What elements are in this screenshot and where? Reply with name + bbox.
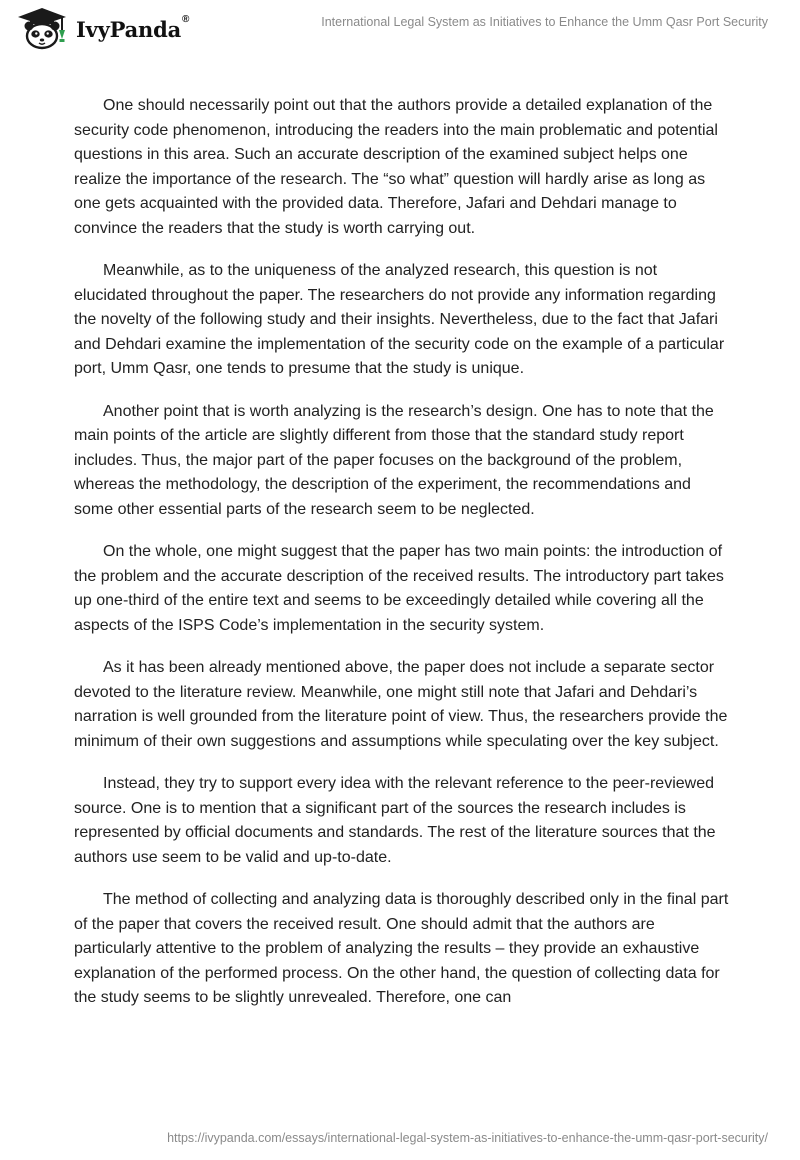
source-url[interactable]: https://ivypanda.com/essays/international-legal-system-as-initiatives-to-enhance-the-umm-qasr-port-security/ (167, 1131, 768, 1145)
paragraph: Another point that is worth analyzing is the research’s design. One has to note that the main points of the article are slightly different from those that the standard study report includes. Thus, the major part of the paper focuses on the background of the problem, whereas the methodology, the description of the experiment, the recommendations and some other essential parts of the research seem to be neglected. (74, 402, 714, 518)
brand-name: IvyPanda® (76, 13, 190, 42)
page-header (0, 0, 800, 60)
brand-logo[interactable] (14, 6, 189, 50)
registered-mark: ® (182, 13, 190, 25)
paragraph: The method of collecting and analyzing data is thoroughly described only in the final part of the paper that covers the received result. One should admit that the authors are particularly attentive to the problem of analyzing the results – they provide an exhaustive explanation of the performed process. On the other hand, the question of collecting data for the study seems to be slightly unrevealed. Therefore, one can (74, 891, 729, 1006)
panda-graduate-logo-icon (14, 6, 70, 50)
paragraph: One should necessarily point out that the authors provide a detailed explanation of the security code phenomenon, introducing the readers into the main problematic and potential questions in this area. Such an accurate description of the examined subject helps one realize the importance of the research. The “so what” question will hardly arise as long as one gets acquainted with the provided data. Therefore, Jafari and Dehdari manage to convince the readers that the study is worth carrying out. (74, 97, 718, 237)
paragraph: Meanwhile, as to the uniqueness of the analyzed research, this question is not elucidated throughout the paper. The researchers do not provide any information regarding the novelty of the following study and their insights. Nevertheless, due to the fact that Jafari and Dehdari examine the implementation of the security code on the example of a particular port, Umm Qasr, one tends to presume that the study is unique. (74, 262, 725, 377)
document-title: International Legal System as Initiatives to Enhance the Umm Qasr Port Security (321, 15, 768, 29)
paragraph: On the whole, one might suggest that the paper has two main points: the introduction of the problem and the accurate description of the received results. The introductory part takes up one-third of the entire text and seems to be exceedingly detailed while covering all the aspects of the ISPS Code’s implementation in the security system. (74, 543, 724, 634)
essay-body (74, 94, 734, 1029)
paragraph: Instead, they try to support every idea with the relevant reference to the peer-reviewed source. One is to mention that a significant part of the sources the research includes is represented by official documents and standards. The rest of the literature sources that the authors use seem to be valid and up-to-date. (74, 775, 716, 866)
paragraph: As it has been already mentioned above, the paper does not include a separate sector devoted to the literature review. Meanwhile, one might still note that Jafari and Dehdari’s narration is well grounded from the literature point of view. Thus, the researchers provide the minimum of their own suggestions and assumptions while speculating over the key subject. (74, 659, 728, 750)
